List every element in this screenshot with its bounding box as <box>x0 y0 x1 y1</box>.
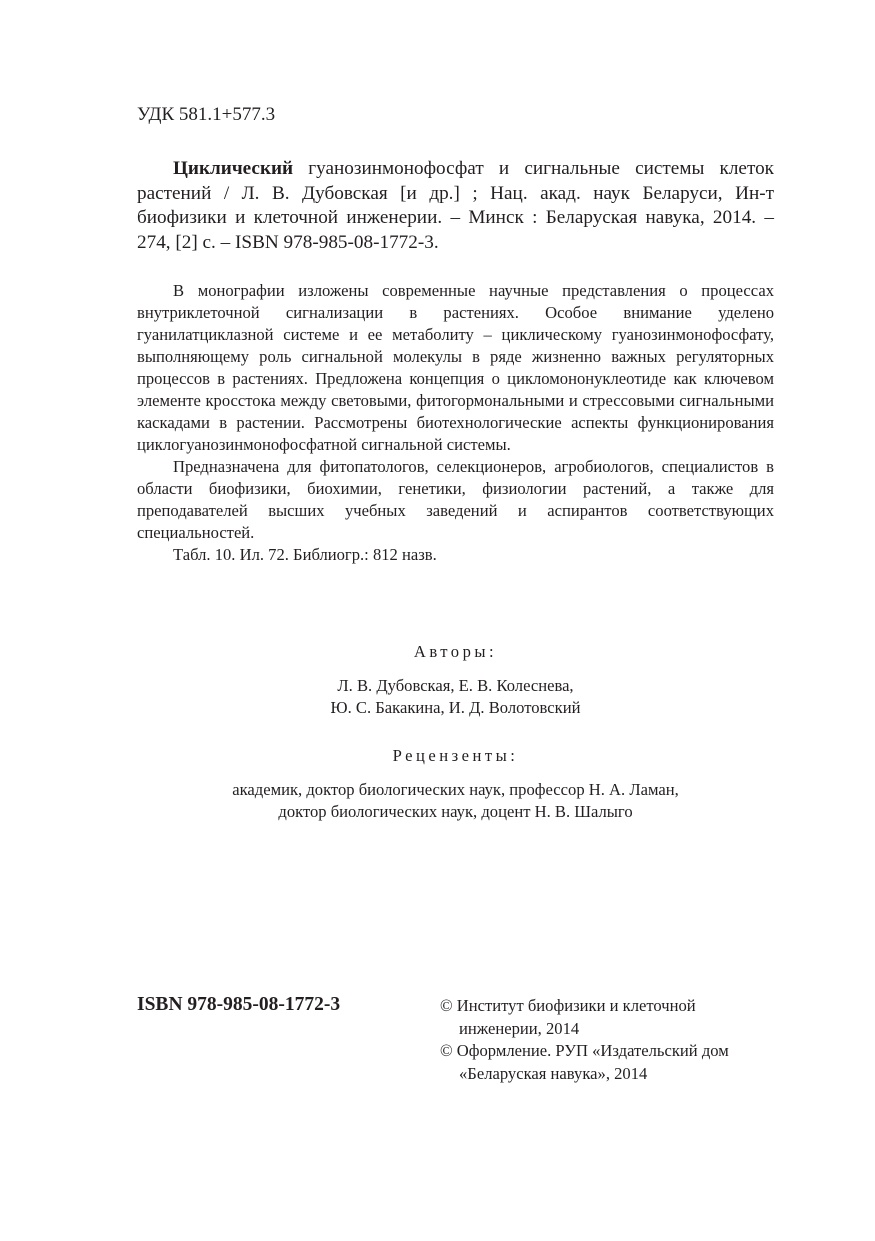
bibliographic-record <box>137 157 774 255</box>
authors-heading: Авторы: <box>413 642 498 661</box>
udk-code: УДК 581.1+577.3 <box>137 104 276 125</box>
authors-line: Л. В. Дубовская, Е. В. Колеснева, <box>337 676 574 695</box>
copyright-line: © Оформление. РУП «Издательский дом «Беларуская навука», 2014 <box>440 1041 729 1083</box>
isbn-number: ISBN 978-985-08-1772-3 <box>137 994 341 1015</box>
bibliographic-rest: гуанозинмонофосфат и сигнальные системы клеток растений / Л. В. Дубовская [и др.] ; Нац. акад. наук Беларуси, Ин-т биофизики и клеточной инженерии. – Минск : Беларуская навука, 2014. – 274, [2] с. – ISBN 978-985-08-1772-3. <box>137 158 774 253</box>
reviewers-heading: Рецензенты: <box>392 746 519 765</box>
audience-paragraph: Предназначена для фитопатологов, селекционеров, агробиологов, специалистов в области биофизики, биохимии, генетики, физиологии растений, а также для преподавателей высших учебных заведений и аспирантов соответствующих специальностей. <box>137 457 774 542</box>
reviewer-line: доктор биологических наук, доцент Н. В. Шалыго <box>278 802 633 821</box>
copyright-block <box>440 995 780 1085</box>
annotation <box>137 280 774 566</box>
annotation-paragraph: В монографии изложены современные научные представления о процессах внутриклеточной сигнализации в растениях. Особое внимание уделено гуанилатциклазной системе и ее метаболиту – циклическому гуанозинмонофосфату, выполняющему роль сигнальной молекулы в ряде жизненно важных регуляторных процессов в растениях. Предложена концепция о цикломононуклеотиде как ключевом элементе кросстока между световыми, фитогормональными и стрессовыми сигнальными каскадами в растении. Рассмотрены биотехнологические аспекты функционирования циклогуанозинмонофосфатной сигнальной системы. <box>137 281 774 454</box>
copyright-line: © Институт биофизики и клеточной инженерии, 2014 <box>440 996 696 1038</box>
authors-section <box>137 641 774 719</box>
reviewer-line: академик, доктор биологических наук, профессор Н. А. Ламан, <box>232 780 679 799</box>
reviewers-section <box>137 745 774 823</box>
title-bold-word: Циклический <box>173 158 294 179</box>
authors-line: Ю. С. Бакакина, И. Д. Волотовский <box>330 698 581 717</box>
stats-paragraph: Табл. 10. Ил. 72. Библиогр.: 812 назв. <box>173 545 437 564</box>
